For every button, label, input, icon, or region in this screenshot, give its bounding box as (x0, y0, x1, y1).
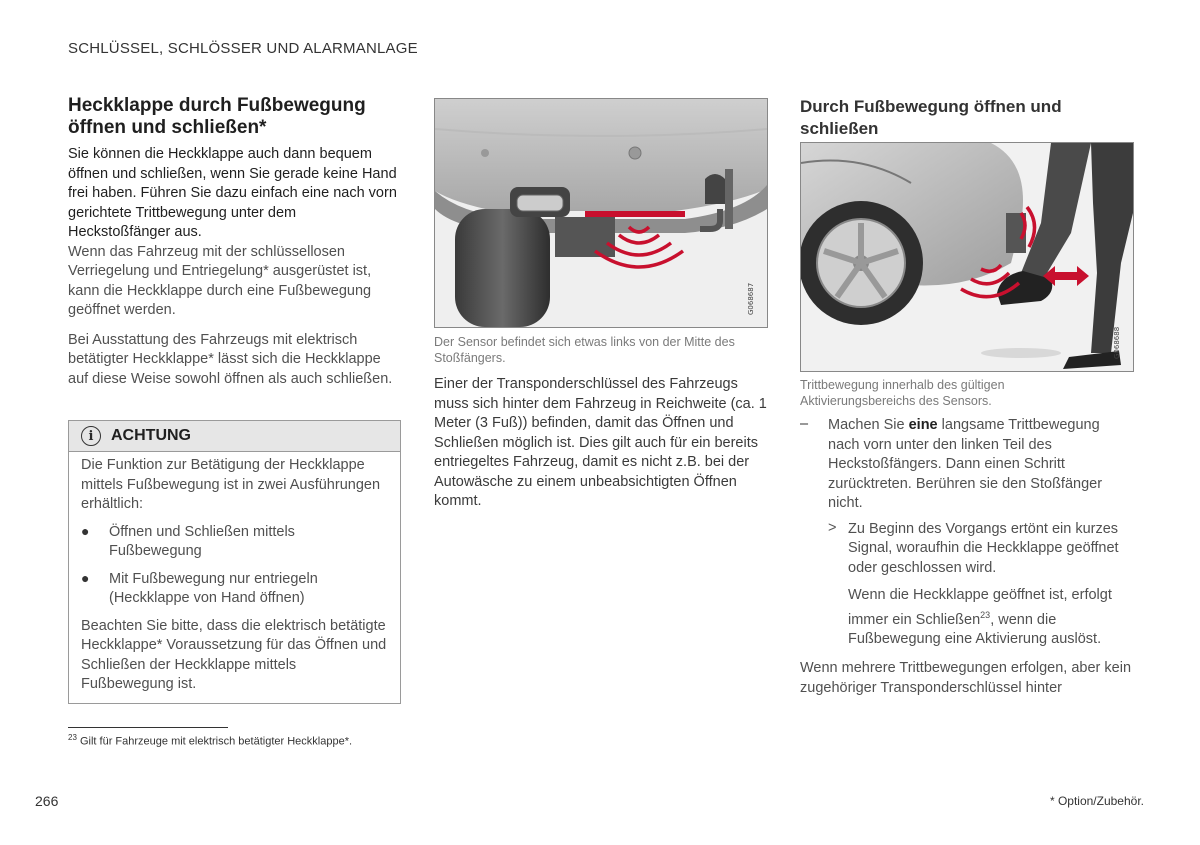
step-marker: – (800, 416, 809, 432)
result-text-closing (848, 586, 1132, 649)
step-result (828, 520, 1132, 579)
sensor-location-illustration (434, 98, 768, 328)
page-header: SCHLÜSSEL, SCHLÖSSER UND ALARMANLAGE (68, 40, 418, 57)
list-item (81, 523, 390, 562)
footnote-number: 23 (68, 733, 77, 742)
list-item-text: Mit Fußbewegung nur entriegeln (Heckklappe von Hand öffnen) (109, 570, 318, 606)
footnote (68, 733, 352, 748)
footnote-text: Gilt für Fahrzeuge mit elektrisch betätigter Heckklappe*. (79, 735, 353, 748)
notice-outro: Beachten Sie bitte, dass die elektrisch betätigte Heckklappe* Voraussetzung für das Öffnen und Schließen der Heckklappe mittels Fußbewegung ist. (81, 617, 387, 692)
list-item-text: Öffnen und Schließen mittels Fußbewegung (109, 523, 295, 559)
sensor-signal-waves (585, 207, 695, 277)
image-caption: Der Sensor befindet sich etwas links von der Mitte des Stoßfängers. (434, 335, 735, 365)
lead-paragraph: Sie können die Heckklappe auch dann bequem öffnen und schließen, wenn Sie gerade keine Hand frei haben. Führen Sie dazu einfach eine nach vorn gerichtete Trittbewegung unter dem Heckstoßfänger aus. (68, 146, 397, 240)
result-text-closing-post: , wenn die Fußbewegung eine Aktivierung auslöst. (848, 611, 1102, 647)
section-heading: Heckklappe durch Fußbewegung öffnen und schließen* (68, 95, 366, 138)
kick-motion-illustration (800, 142, 1134, 372)
page-number: 266 (35, 793, 59, 809)
notice-header (69, 421, 400, 452)
notice-title: ACHTUNG (111, 427, 191, 444)
instruction-block (800, 416, 1132, 708)
image-id: G068688 (1113, 326, 1121, 359)
paragraph-keyless: Wenn das Fahrzeug mit der schlüssellosen Verriegelung und Entriegelung* ausgerüstet ist, kann die Heckklappe durch eine Fußbewegung geöffnet werden. (68, 243, 372, 318)
subsection-heading-wrap (800, 96, 1100, 140)
double-arrow-icon (1041, 263, 1091, 289)
result-marker: > (828, 519, 837, 536)
notice-body (69, 452, 400, 703)
transponder-paragraph: Einer der Transponderschlüssel des Fahrzeugs muss sich hinter dem Fahrzeug in Reichweite (ca. 1 Meter (3 Fuß)) befinden, damit das Öffnen und Schließen möglich ist. Dies gilt auch für ein bereits entriegeltes Fahrzeug, damit es nicht z.B. bei der Autowäsche zu einem unbeabsichtigten Öffnen kommt. (434, 376, 767, 509)
step-text-pre: Machen Sie (828, 417, 909, 433)
notice-box (68, 420, 401, 704)
result-text-closing-pre: Wenn die Heckklappe geöffnet ist, erfolgt immer ein Schließen (848, 587, 1112, 628)
image-caption: Trittbewegung innerhalb des gültigen Aktivierungsbereichs des Sensors. (800, 378, 1005, 408)
sensor-signal-waves (951, 203, 1041, 303)
footnote-ref: 23 (980, 609, 991, 620)
list-item (81, 570, 390, 609)
left-column (68, 95, 400, 399)
info-icon: i (81, 426, 101, 446)
step-text-emphasis: eine (908, 417, 938, 433)
paragraph-electric-tailgate: Bei Ausstattung des Fahrzeugs mit elektrisch betätigter Heckklappe* lässt sich die Heckklappe auf diese Weise sowohl öffnen als auch schließen. (68, 331, 393, 387)
option-note: * Option/Zubehör. (1049, 794, 1144, 808)
bullet-icon: ● (81, 569, 90, 586)
step-text-post: langsame Trittbewegung nach vorn unter den linken Teil des Heckstoßfängers. Dann einen Schritt zurücktreten. Berühren sie den Stoßfänger nicht. (828, 417, 1103, 511)
step-text (828, 416, 1132, 514)
closing-paragraph: Wenn mehrere Trittbewegungen erfolgen, aber kein zugehöriger Transponderschlüssel hinter (800, 660, 1132, 696)
bullet-icon: ● (81, 522, 90, 539)
instruction-step (800, 416, 1132, 514)
image-id: G068687 (747, 282, 755, 315)
footnote-divider (68, 727, 228, 728)
subsection-heading: Durch Fußbewegung öffnen und schließen (800, 97, 1062, 138)
notice-intro: Die Funktion zur Betätigung der Heckklappe mittels Fußbewegung ist in zwei Ausführungen erhältlich: (81, 457, 381, 512)
result-text: Zu Beginn des Vorgangs ertönt ein kurzes Signal, woraufhin die Heckklappe geöffnet oder geschlossen wird. (848, 520, 1119, 576)
